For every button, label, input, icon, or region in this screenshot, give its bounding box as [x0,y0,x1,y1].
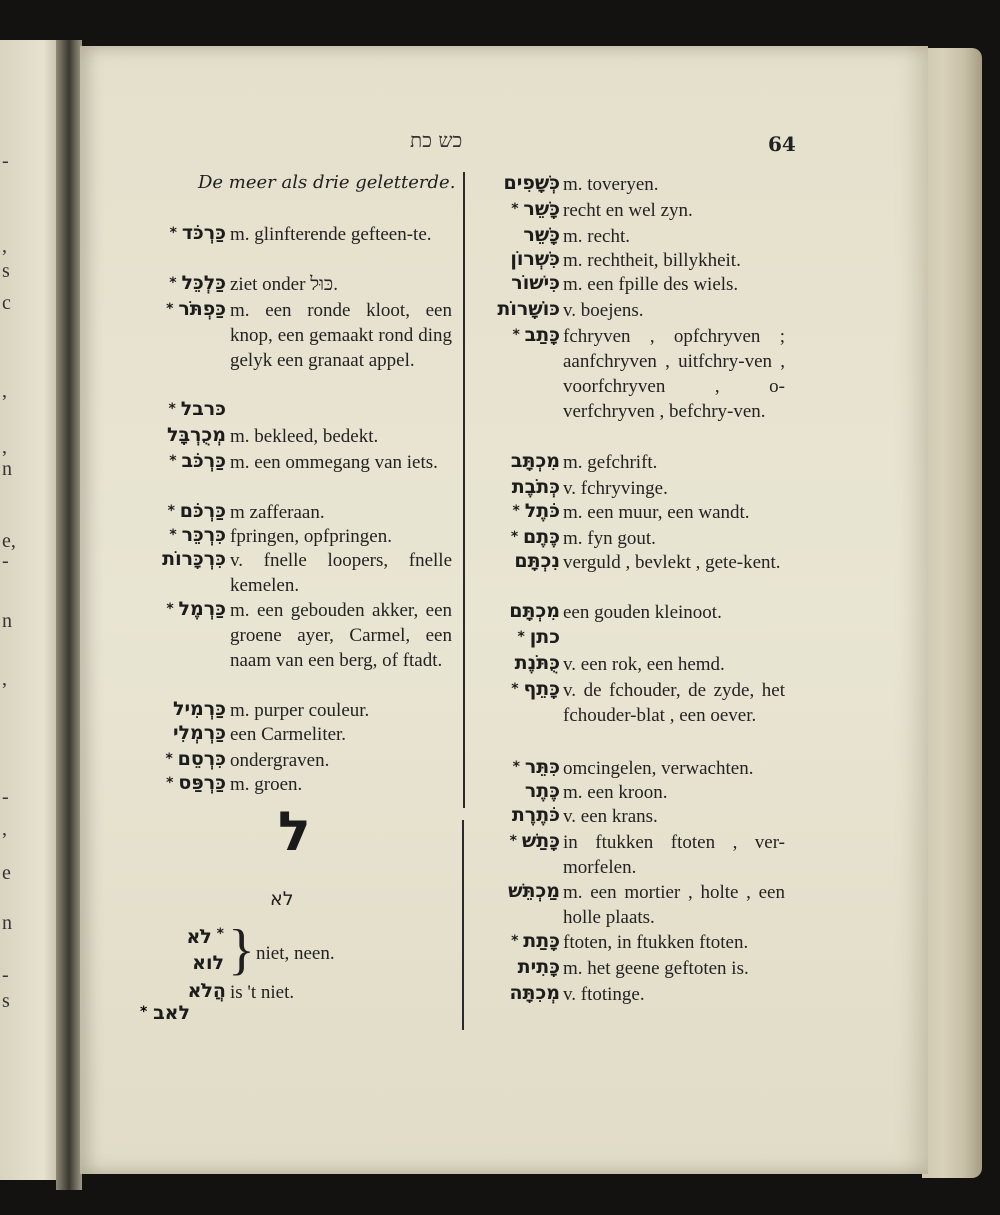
root-star-mark: * [511,201,524,217]
entry-definition: m. een gebouden akker, een groene ayer, Carmel, een naam van een berg, of ftadt. [230,600,452,671]
root-star-mark: * [166,775,179,791]
headword-text: כָּשֵׁר [523,224,560,246]
entry-headword [518,954,560,980]
entry-headword [169,522,226,548]
entry-definition: m. een fpille des wiels. [563,274,739,295]
page-number: 64 [768,132,796,156]
previous-page-mark: , [2,818,7,840]
root-star-mark: * [166,601,179,617]
entry-definition: ondergraven. [230,750,330,771]
entry-definition: m. gefchrift. [563,452,658,473]
entry-headword [508,878,560,904]
entry-headword [513,754,560,780]
headword-text: כֶּתֶם [523,526,560,548]
book-gutter [56,40,82,1190]
entry-definition: een Carmeliter. [230,724,347,745]
entry-headword [509,598,560,624]
entry-headword [169,396,227,422]
entry-definition: v. de fchouder, de zyde, het fchouder-blat , een oever. [563,680,785,726]
entry-headword [510,246,560,272]
entry-headword [509,980,560,1006]
entry-definition: m. rechtheit, billykheit. [563,250,741,271]
previous-page-mark: , [2,436,7,458]
root-star-mark: * [169,225,182,241]
entry-definition: een gouden kleinoot. [563,602,722,623]
previous-page-edge [0,40,62,1180]
entry-definition: ftoten, in ftukken ftoten. [563,932,749,953]
entry-headword [170,220,226,246]
entry-definition: v. een rok, een hemd. [563,654,725,675]
running-head: כש כת [410,128,463,152]
entry-headword [173,720,226,746]
previous-page-mark: e, [2,530,16,552]
entry-definition: fchryven , opfchryven ; aanfchryven , uitfchry-ven , voorfchryven , o-verfchryven , befchry-ven. [563,326,785,422]
root-star-mark: * [169,275,182,291]
headword-text: כַּרְכֹּם [179,500,226,522]
entry-definition: m. recht. [563,226,631,247]
column-rule-lower [462,820,464,1030]
brace-headword: לוא [192,952,224,974]
root-star-mark: * [167,503,180,519]
previous-page-mark: e [2,862,11,884]
headword-text: כַּרְכֹּד [181,222,226,244]
entry-headword: לאב [153,1002,190,1024]
root-star-mark: * [511,681,524,697]
headword-text: כתן [529,626,560,648]
entry-definition: m. groen. [230,774,303,795]
entry-definition: in ftukken ftoten , ver-morfelen. [563,832,785,878]
entry-headword [165,746,226,772]
headword-text: כָּתִית [517,956,560,978]
root-star-mark: * [512,327,525,343]
entry-headword [513,498,560,524]
entry-headword [512,322,560,348]
headword-text: כּוֹשָׁרוֹת [497,298,560,320]
entry-definition: m. een ommegang van iets. [230,452,438,473]
headword-text: כַּרְמִיל [172,698,226,720]
entry-headword [512,802,560,828]
headword-text: כִּישׁוֹר [511,272,560,294]
entry-headword [511,448,560,474]
entry-headword [167,422,226,448]
root-star-mark: * [169,527,182,543]
entry-definition: v. fchryvinge. [563,478,668,499]
entry-headword [523,222,560,248]
entry-definition: m. glinfterende gefteen-te. [230,224,432,245]
headword-text: נִכְתָּם [514,550,560,572]
headword-text: כָּתֵף [523,678,560,700]
entry-headword [514,548,560,574]
brace-headword: לֹא * [186,926,224,948]
previous-page-mark: , [2,668,7,690]
previous-page-mark: n [2,458,12,480]
entry-definition: m. fyn gout. [563,528,656,549]
root-star-mark: * [510,529,524,545]
entry-definition: verguld , bevlekt , gete-kent. [563,552,781,573]
root-star-mark: * [169,453,182,469]
entry-headword [511,196,560,222]
headword-text: כֹּתֶרֶת [511,804,560,826]
headword-text: כְּשָׁפִים [503,172,560,194]
entry-headword [173,696,226,722]
section-letter: ל [278,800,311,863]
previous-page-mark: c [2,292,11,314]
entry-definition: fpringen, opfpringen. [230,526,392,547]
headword-text: כְּתֹבֶת [511,476,560,498]
previous-page-mark: - [2,550,9,572]
headword-text: כֹּתֶל [524,500,560,522]
entry-headword [169,448,226,474]
entry-headword [166,770,226,796]
entry-definition: v. boejens. [563,300,644,321]
entry-headword [162,546,226,572]
headword-text: כָּתַשׁ [521,830,560,852]
root-star-mark: * [166,301,179,317]
headword-text: מְכִתָּה [509,982,560,1004]
headword-text: מְכֻרְבָּל [166,424,226,446]
headword-text: כִּרְכָּרוֹת [162,548,226,570]
sub-root-heading: לא [270,888,294,910]
entry-headword [510,828,560,854]
entry-headword [504,170,561,196]
headword-text: מַכְתֵּשׁ [508,880,560,902]
headword-text: כּרבל [180,398,226,420]
entry-headword [525,778,560,804]
previous-page-mark: - [2,964,9,986]
previous-page-mark: s [2,990,10,1012]
root-star-mark: * [140,1004,148,1020]
entry-headword [169,270,226,296]
entry-definition: m. een muur, een wandt. [563,502,750,523]
root-star-mark: * [512,503,525,519]
root-star-mark: * [511,933,524,949]
headword-text: כַּרְמְלִי [172,722,226,744]
entry-headword [166,596,226,622]
headword-text: כַּרְפַּס [178,772,226,794]
headword-text: כַּרְמֶל [178,598,226,620]
headword-text: כִּרְסֵם [177,748,226,770]
entry-definition: m. een ronde kloot, een knop, een gemaakt rond ding gelyk een granaat appel. [230,300,452,371]
entry-headword [512,474,560,500]
headword-text: כַּפְתֹּר [178,298,226,320]
entry-definition: v. ftotinge. [563,984,645,1005]
entry-definition: m. purper couleur. [230,700,370,721]
entry-headword [518,624,560,650]
previous-page-mark: - [2,786,9,808]
column-heading: De meer als drie geletterde. [198,172,456,193]
entry-definition: m. het geene geftoten is. [563,958,749,979]
entry-headword [511,270,560,296]
headword-text: מִכְתָּם [509,600,560,622]
entry-definition: is 't niet. [230,982,295,1003]
column-rule-upper [463,172,465,808]
entry-definition: m. toveryen. [563,174,659,195]
previous-page-mark: n [2,610,12,632]
root-star-mark: * [509,833,522,849]
headword-text: כִּשְׁרוֹן [510,248,560,270]
headword-text: כַּרְכֹּב [181,450,226,472]
entry-headword [497,296,560,322]
entry-definition: omcingelen, verwachten. [563,758,754,779]
page-block-edge [922,48,982,1178]
curly-brace: } [228,919,255,981]
headword-text: כָּשֵׁר [523,198,560,220]
entry-headword [511,676,560,702]
entry-headword: הֲלֹא [187,980,226,1002]
previous-page-mark: - [2,150,9,172]
entry-definition: m. bekleed, bedekt. [230,426,379,447]
entry-definition: m. een mortier , holte , een holle plaats. [563,882,785,928]
root-star-mark: * [168,401,181,417]
previous-page-mark: , [2,235,7,257]
entry-headword [168,498,226,524]
headword-text: מִכְתָּב [510,450,560,472]
entry-definition: m zafferaan. [230,502,325,523]
previous-page-mark: n [2,912,12,934]
headword-text: כֶּתֶר [524,780,560,802]
headword-text: כָּתַת [523,930,560,952]
entry-headword [511,928,560,954]
entry-definition: m. een kroon. [563,782,668,803]
root-star-mark: * [165,751,178,767]
entry-headword [166,296,226,322]
previous-page-mark: , [2,380,7,402]
entry-headword [515,650,560,676]
entry-headword [511,524,560,550]
headword-text: כִּתֵּר [524,756,560,778]
entry-definition: ziet onder כּוּל. [230,274,338,295]
root-star-mark: * [512,759,525,775]
previous-page-mark: s [2,260,10,282]
entry-definition: recht en wel zyn. [563,200,693,221]
headword-text: כֻּתֹּנֶת [514,652,560,674]
brace-definition: niet, neen. [256,943,335,964]
headword-text: כָּתַב [524,324,560,346]
entry-definition: v. een krans. [563,806,658,827]
root-star-mark: * [517,629,530,645]
headword-text: כִּרְכֵּר [181,524,226,546]
headword-text: כַּלְכֵּל [181,272,226,294]
entry-definition: v. fnelle loopers, fnelle kemelen. [230,550,452,596]
